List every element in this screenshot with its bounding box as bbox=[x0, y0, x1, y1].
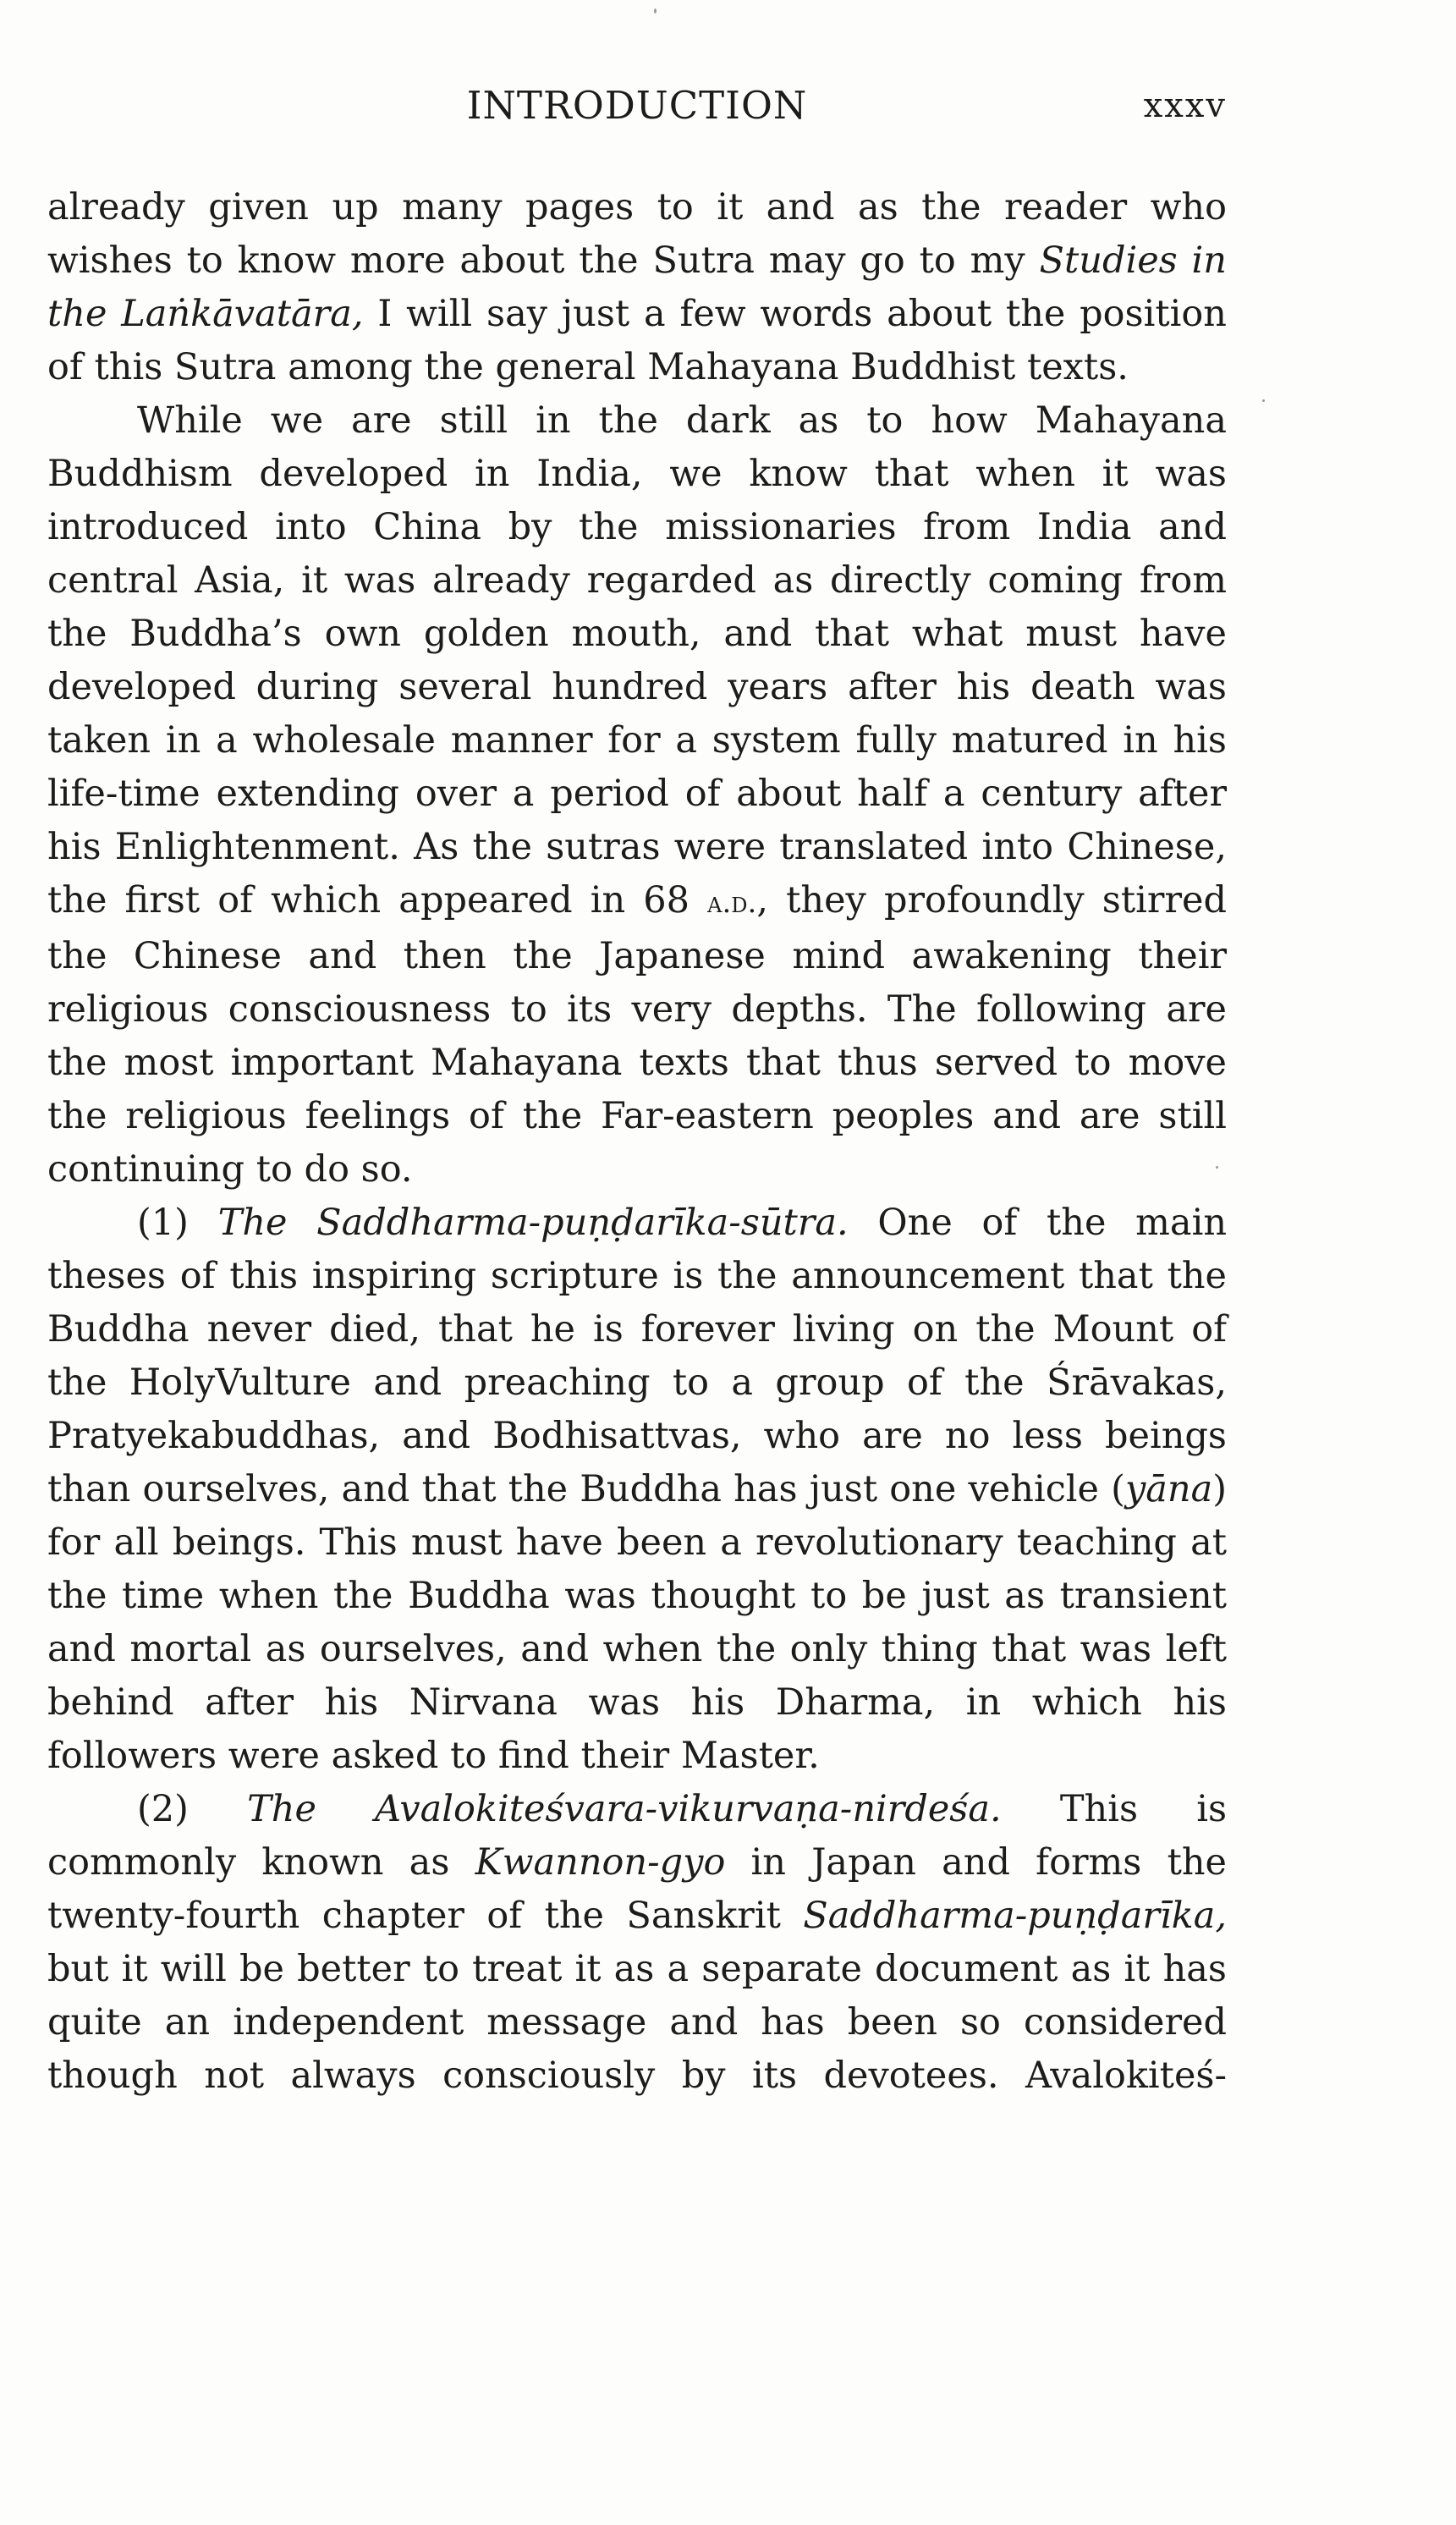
print-speck bbox=[654, 8, 657, 14]
text-run: ) for all beings. This must have been a revolutionary teaching at the time when the Buddha was thought to be just as transient and mortal as ourselves, and when the only thing that was left behind after his Nirvana was his Dharma, in which his followers were asked to find their Master. bbox=[47, 1468, 1227, 1777]
running-header bbox=[47, 83, 1227, 134]
italic-run: Studies in the Laṅkāvatāra, bbox=[47, 239, 1228, 335]
text-run: (1) bbox=[137, 1202, 218, 1244]
page-number: xxxv bbox=[1143, 86, 1227, 125]
text-run: While we are still in the dark as to how Mahayana Buddhism developed in India, we know that when it was introduced into China by the missionaries from India and central Asia, it was already regarded as directly coming from the Buddha’s own golden mouth, and that what must have developed during several hundred years after his death was taken in a wholesale manner for a system fully matured in his life-time extending over a period of about half a century after his Enlightenment. As the sutras were translated into Chinese, the first of which appeared in 68 bbox=[47, 399, 1227, 921]
paragraph-1 bbox=[47, 181, 1227, 394]
italic-run: yāna bbox=[1124, 1468, 1213, 1510]
text-run: (2) bbox=[137, 1788, 248, 1830]
italic-run: The Avalokiteśvara-vikurvaṇa-nirdeśa. bbox=[247, 1788, 1002, 1830]
smallcaps-run: a.d. bbox=[707, 886, 757, 920]
text-run: in Japan and forms the twenty-fourth chapter of the Sanskrit bbox=[47, 1841, 1227, 1937]
print-speck bbox=[1216, 1166, 1218, 1169]
running-title: INTRODUCTION bbox=[466, 83, 808, 128]
print-speck bbox=[1262, 399, 1265, 402]
body-text bbox=[47, 181, 1227, 2103]
text-run: , they profoundly stirred the Chinese and then the Japanese mind awakening their religious consciousness to its very depths. The following are the most important Mahayana texts that thus served to move the religious feelings of the Far-eastern peoples and are still continuing to do so. bbox=[47, 879, 1227, 1191]
paragraph-4 bbox=[47, 1783, 1227, 2103]
italic-run: The Saddharma-puṇḍarīka-sūtra. bbox=[217, 1202, 849, 1244]
paragraph-2 bbox=[47, 394, 1227, 1196]
text-run: This is commonly known as bbox=[47, 1788, 1228, 1884]
text-run: I will say just a few words about the position of this Sutra among the general Mahayana Buddhist texts. bbox=[47, 293, 1227, 388]
italic-run: Kwannon-gyo bbox=[475, 1841, 726, 1884]
paragraph-3 bbox=[47, 1196, 1227, 1783]
text-run: already given up many pages to it and as the reader who wishes to know more about the Sutra may go to my bbox=[47, 186, 1227, 282]
text-run: but it will be better to treat it as a separate document as it has quite an independent message and has been so considered though not always consciously by its devotees. Avalokiteś- bbox=[47, 1948, 1227, 2097]
italic-run: Saddharma-puṇḍarīka, bbox=[803, 1895, 1227, 1937]
text-run: One of the main theses of this inspiring scripture is the announcement that the Buddha never died, that he is forever living on the Mount of the HolyVulture and preaching to a group of the Śrāvakas, Pratyekabuddhas, and Bodhisattvas, who are no less beings than ourselves, and that the Buddha has just one vehicle ( bbox=[47, 1202, 1228, 1510]
